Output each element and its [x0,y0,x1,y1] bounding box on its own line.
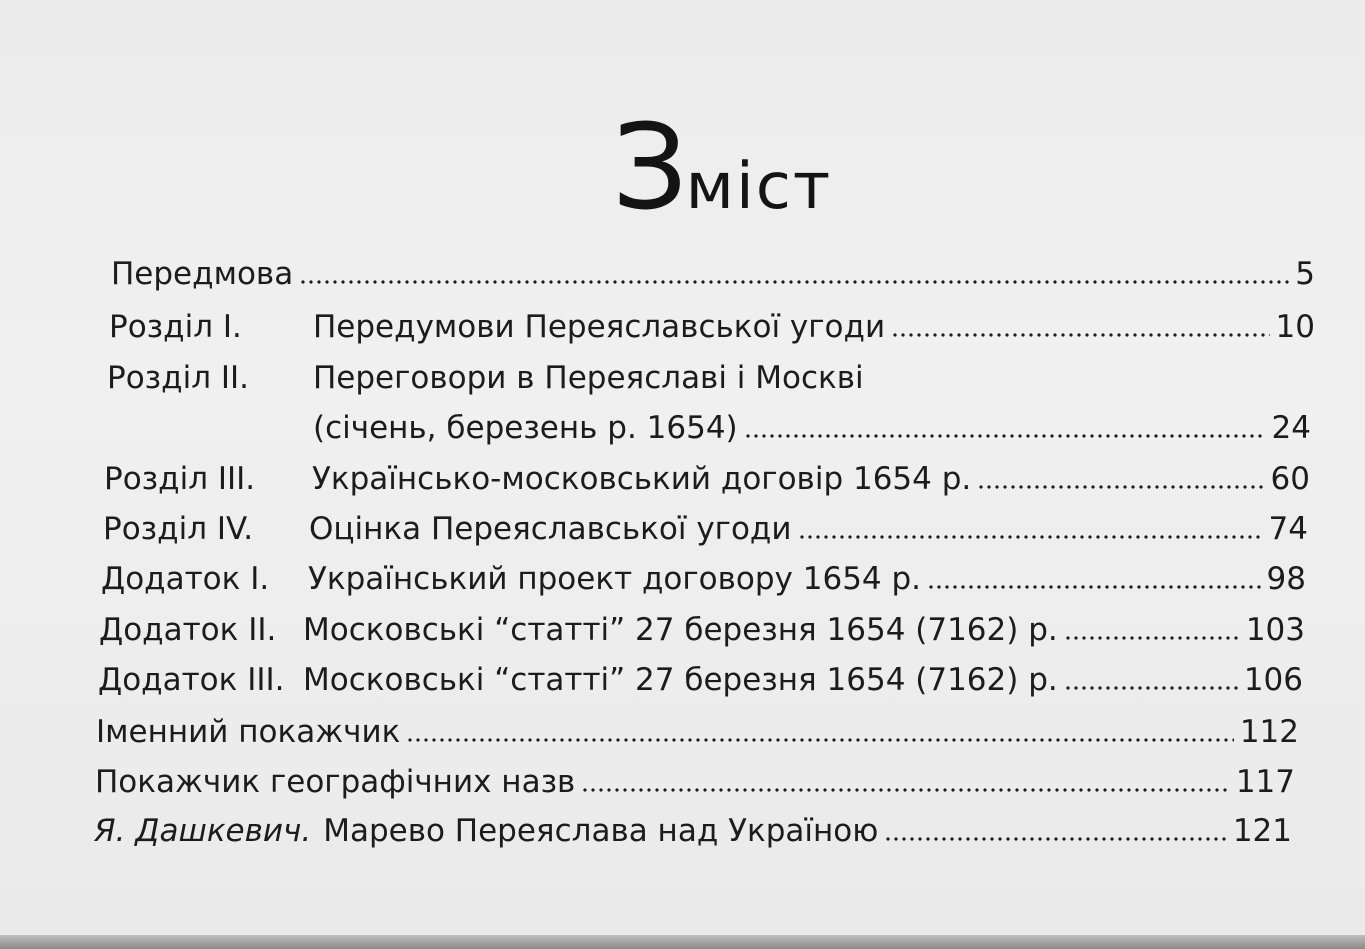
toc-entry-title: Московські “статті” 27 березня 1654 (7162) р. [303,612,1058,648]
toc-entry-title: Українсько-московський договір 1654 р. [312,461,972,497]
toc-entry-label: Додаток І. [101,561,270,597]
toc-entry-title: Московські “статті” 27 березня 1654 (7162) р. [303,662,1058,698]
toc-page-number: 117 [1235,764,1295,800]
dot-leader [406,738,1233,742]
toc-entry-label: Додаток ІІІ. [98,662,285,698]
toc-entry-title: Оцінка Переяславської угоди [309,511,792,547]
dot-leader [1064,686,1238,690]
toc-entry-title: Іменний покажчик [96,714,401,750]
toc-page-number: 103 [1245,612,1305,648]
toc-entry-title: Передумови Переяславської угоди [313,309,886,345]
title-rest: міст [685,150,833,224]
dot-leader [798,535,1263,539]
page-bottom-edge [0,935,1365,949]
toc-entry-afterword [94,813,1292,850]
dot-leader [1064,636,1240,640]
toc-entry-appendix-2 [99,612,1305,649]
toc-entry-label: Розділ І. [109,309,242,345]
toc-entry-title: Покажчик географічних назв [95,764,576,800]
toc-page-number: 121 [1232,813,1292,849]
toc-entry-chapter-2-label-line [107,360,864,397]
toc-entry-chapter-4 [103,511,1308,548]
toc-entry-label: Додаток ІІ. [99,612,277,648]
toc-entry-name-index [96,714,1299,751]
toc-entry-label: Розділ ІІІ. [104,461,256,497]
toc-entry-title: Український проект договору 1654 р. [308,561,922,597]
toc-entry-title: Передмова [111,256,294,292]
toc-entry-label: Розділ IV. [103,511,254,547]
toc-page-number: 112 [1239,714,1299,750]
toc-entry-author: Я. Дашкевич. [94,813,312,849]
dot-leader [891,333,1269,337]
toc-entry-chapter-1 [109,309,1315,346]
toc-entry-preface [111,256,1315,293]
toc-page-number: 24 [1271,410,1311,446]
toc-page-number: 60 [1270,461,1310,497]
dot-leader [927,585,1261,589]
toc-entry-appendix-1 [101,561,1306,598]
toc-entry-title: Марево Переяслава над Україною [323,813,879,849]
toc-entry-title-line1: Переговори в Переяславі і Москві [313,360,864,396]
dot-leader [581,788,1230,792]
dot-leader [299,280,1289,284]
toc-entry-chapter-2 [313,410,1311,447]
toc-page-number: 98 [1266,561,1306,597]
toc-entry-label: Розділ ІІ. [107,360,249,396]
toc-entry-appendix-3 [98,662,1303,699]
toc-page-number: 106 [1243,662,1303,698]
toc-entry-chapter-3 [104,461,1310,498]
toc-page-number: 5 [1295,256,1315,292]
title-initial: З [612,98,686,236]
toc-entry-geographic-index [95,764,1295,801]
toc-page-number: 74 [1268,511,1308,547]
dot-leader [744,434,1266,438]
toc-page-number: 10 [1275,309,1315,345]
dot-leader [884,837,1226,841]
toc-entry-title: (січень, березень р. 1654) [313,410,738,446]
dot-leader [977,485,1264,489]
